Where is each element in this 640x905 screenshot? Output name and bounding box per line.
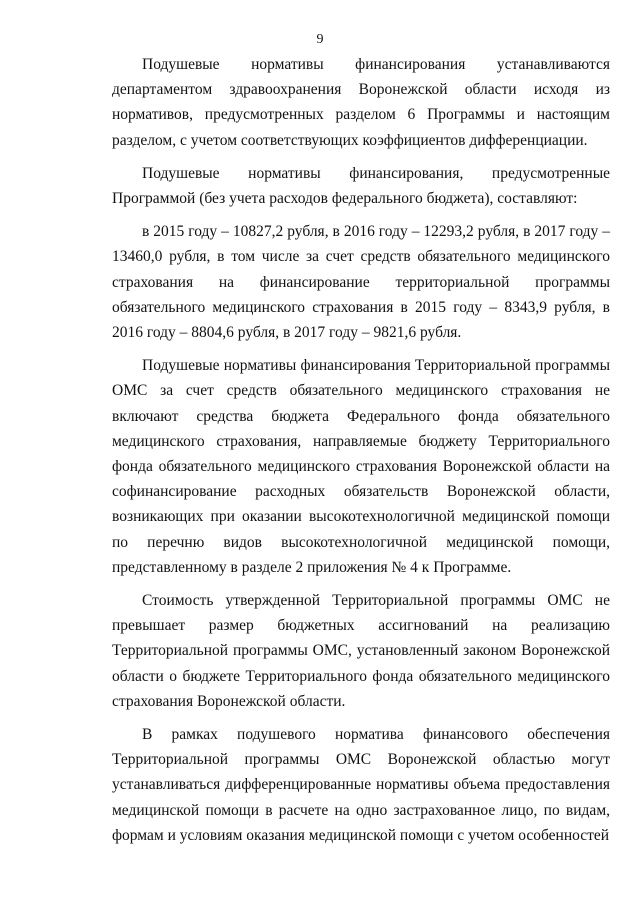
paragraph-1: Подушевые нормативы финансирования устанавливаются департаментом здравоохранения Воронежской области исходя из нормативов, предусмотренных разделом 6 Программы и настоящим разделом, с учетом соответствующих коэффициентов дифференциации. xyxy=(112,56,610,149)
document-body xyxy=(112,52,610,856)
paragraph-6: В рамках подушевого норматива финансового обеспечения Территориальной программы ОМС Воронежской областью могут устанавливаться дифференцированные нормативы объема предоставления медицинской помощи в расчете на одно застрахованное лицо, по видам, формам и условиям оказания медицинской помощи с учетом особенностей xyxy=(112,726,610,844)
page-number: 9 xyxy=(316,32,324,47)
paragraph-4: Подушевые нормативы финансирования Территориальной программы ОМС за счет средств обязательного медицинского страхования не включают средства бюджета Федерального фонда обязательного медицинского страхования, направляемые бюджету Территориального фонда обязательного медицинского страхования Воронежской области на софинансирование расходных обязательств Воронежской области, возникающих при оказании высокотехнологичной медицинской помощи по перечню видов высокотехнологичной медицинской помощи, представленному в разделе 2 приложения № 4 к Программе. xyxy=(112,357,610,576)
paragraph-5: Стоимость утвержденной Территориальной программы ОМС не превышает размер бюджетных ассигнований на реализацию Территориальной программы ОМС, установленный законом Воронежской области о бюджете Территориального фонда обязательного медицинского страхования Воронежской области. xyxy=(112,592,610,710)
paragraph-3: в 2015 году – 10827,2 рубля, в 2016 году – 12293,2 рубля, в 2017 году – 13460,0 рубля, в том числе за счет средств обязательного медицинского страхования на финансирование территориальной программы обязательного медицинского страхования в 2015 году – 8343,9 рубля, в 2016 году – 8804,6 рубля, в 2017 году – 9821,6 рубля. xyxy=(112,223,610,342)
paragraph-2: Подушевые нормативы финансирования, предусмотренные Программой (без учета расходов федерального бюджета), составляют: xyxy=(112,164,610,208)
